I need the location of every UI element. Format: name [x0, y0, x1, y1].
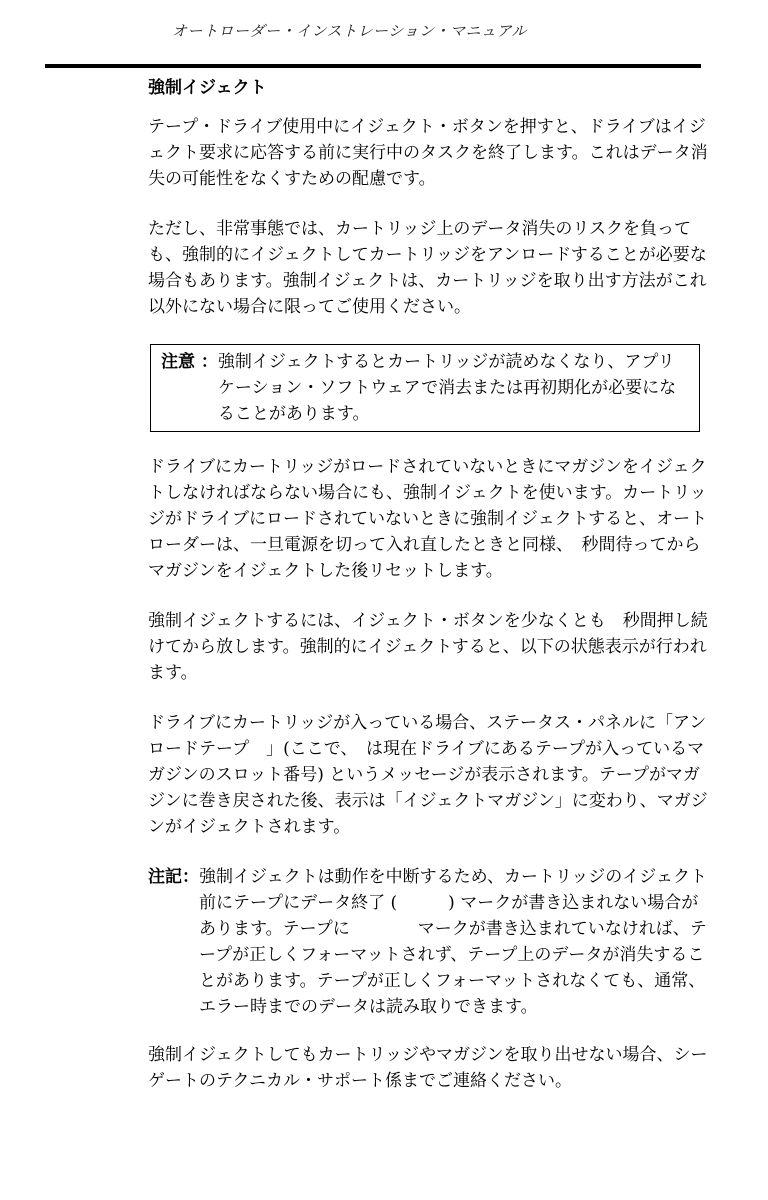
header-title: オートローダー・インストレーション・マニュアル — [172, 22, 527, 40]
caution-text: 強制イジェクトするとカートリッジが読めなくなり、アプリケーション・ソフトウェアで消去または再初期化が必要になることがあります。 — [217, 352, 677, 424]
header-rule — [45, 64, 701, 68]
note-text: 強制イジェクトは動作を中断するため、カートリッジのイジェクト前にテープにデータ終了 ( ) マークが書き込まれない場合があります。テープに マークが書き込まれていなければ、テープが正しくフォーマットされず、テープ上のデータが消失することがあります。テープが正しくフォーマットされなくても、通常、エラー時までのデータは読み取りできます。 — [199, 867, 707, 1017]
caution-box — [150, 344, 700, 432]
page-content — [148, 76, 708, 1118]
paragraph-2: ただし、非常事態では、カートリッジ上のデータ消失のリスクを負っても、強制的にイジェクトしてカートリッジをアンロードすることが必要な場合もあります。強制イジェクトは、カートリッジを取り出す方法がこれ以外にない場合に限ってご使用ください。 — [148, 219, 707, 317]
section-title: 強制イジェクト — [148, 78, 267, 98]
note-label: 注記： — [148, 867, 199, 887]
page-header — [0, 20, 768, 46]
paragraph-4: 強制イジェクトするには、イジェクト・ボタンを少なくとも 秒間押し続けてから放します。強制的にイジェクトすると、以下の状態表示が行われます。 — [148, 611, 708, 683]
note-block — [148, 864, 708, 1020]
caution-label: 注意 ： — [161, 352, 218, 372]
paragraph-5: ドライブにカートリッジが入っている場合、ステータス・パネルに「アンロードテープ 」(ここで、 は現在ドライブにあるテープが入っているマガジンのスロット番号) というメッセージが表示されます。テープがマガジンに巻き戻された後、表示は「イジェクトマガジン」に変わり、マガジンがイジェクトされます。 — [148, 713, 708, 837]
paragraph-3: ドライブにカートリッジがロードされていないときにマガジンをイジェクトしなければならない場合にも、強制イジェクトを使います。カートリッジがドライブにロードされていないときに強制イジェクトすると、オートローダーは、一旦電源を切って入れ直したときと同様、 秒間待ってからマガジンをイジェクトした後リセットします。 — [148, 457, 708, 581]
closing-paragraph: 強制イジェクトしてもカートリッジやマガジンを取り出せない場合、シーゲートのテクニカル・サポート係までご連絡ください。 — [148, 1045, 708, 1091]
paragraph-1: テープ・ドライブ使用中にイジェクト・ボタンを押すと、ドライブはイジェクト要求に応答する前に実行中のタスクを終了します。これはデータ消失の可能性をなくすための配慮です。 — [148, 117, 708, 189]
